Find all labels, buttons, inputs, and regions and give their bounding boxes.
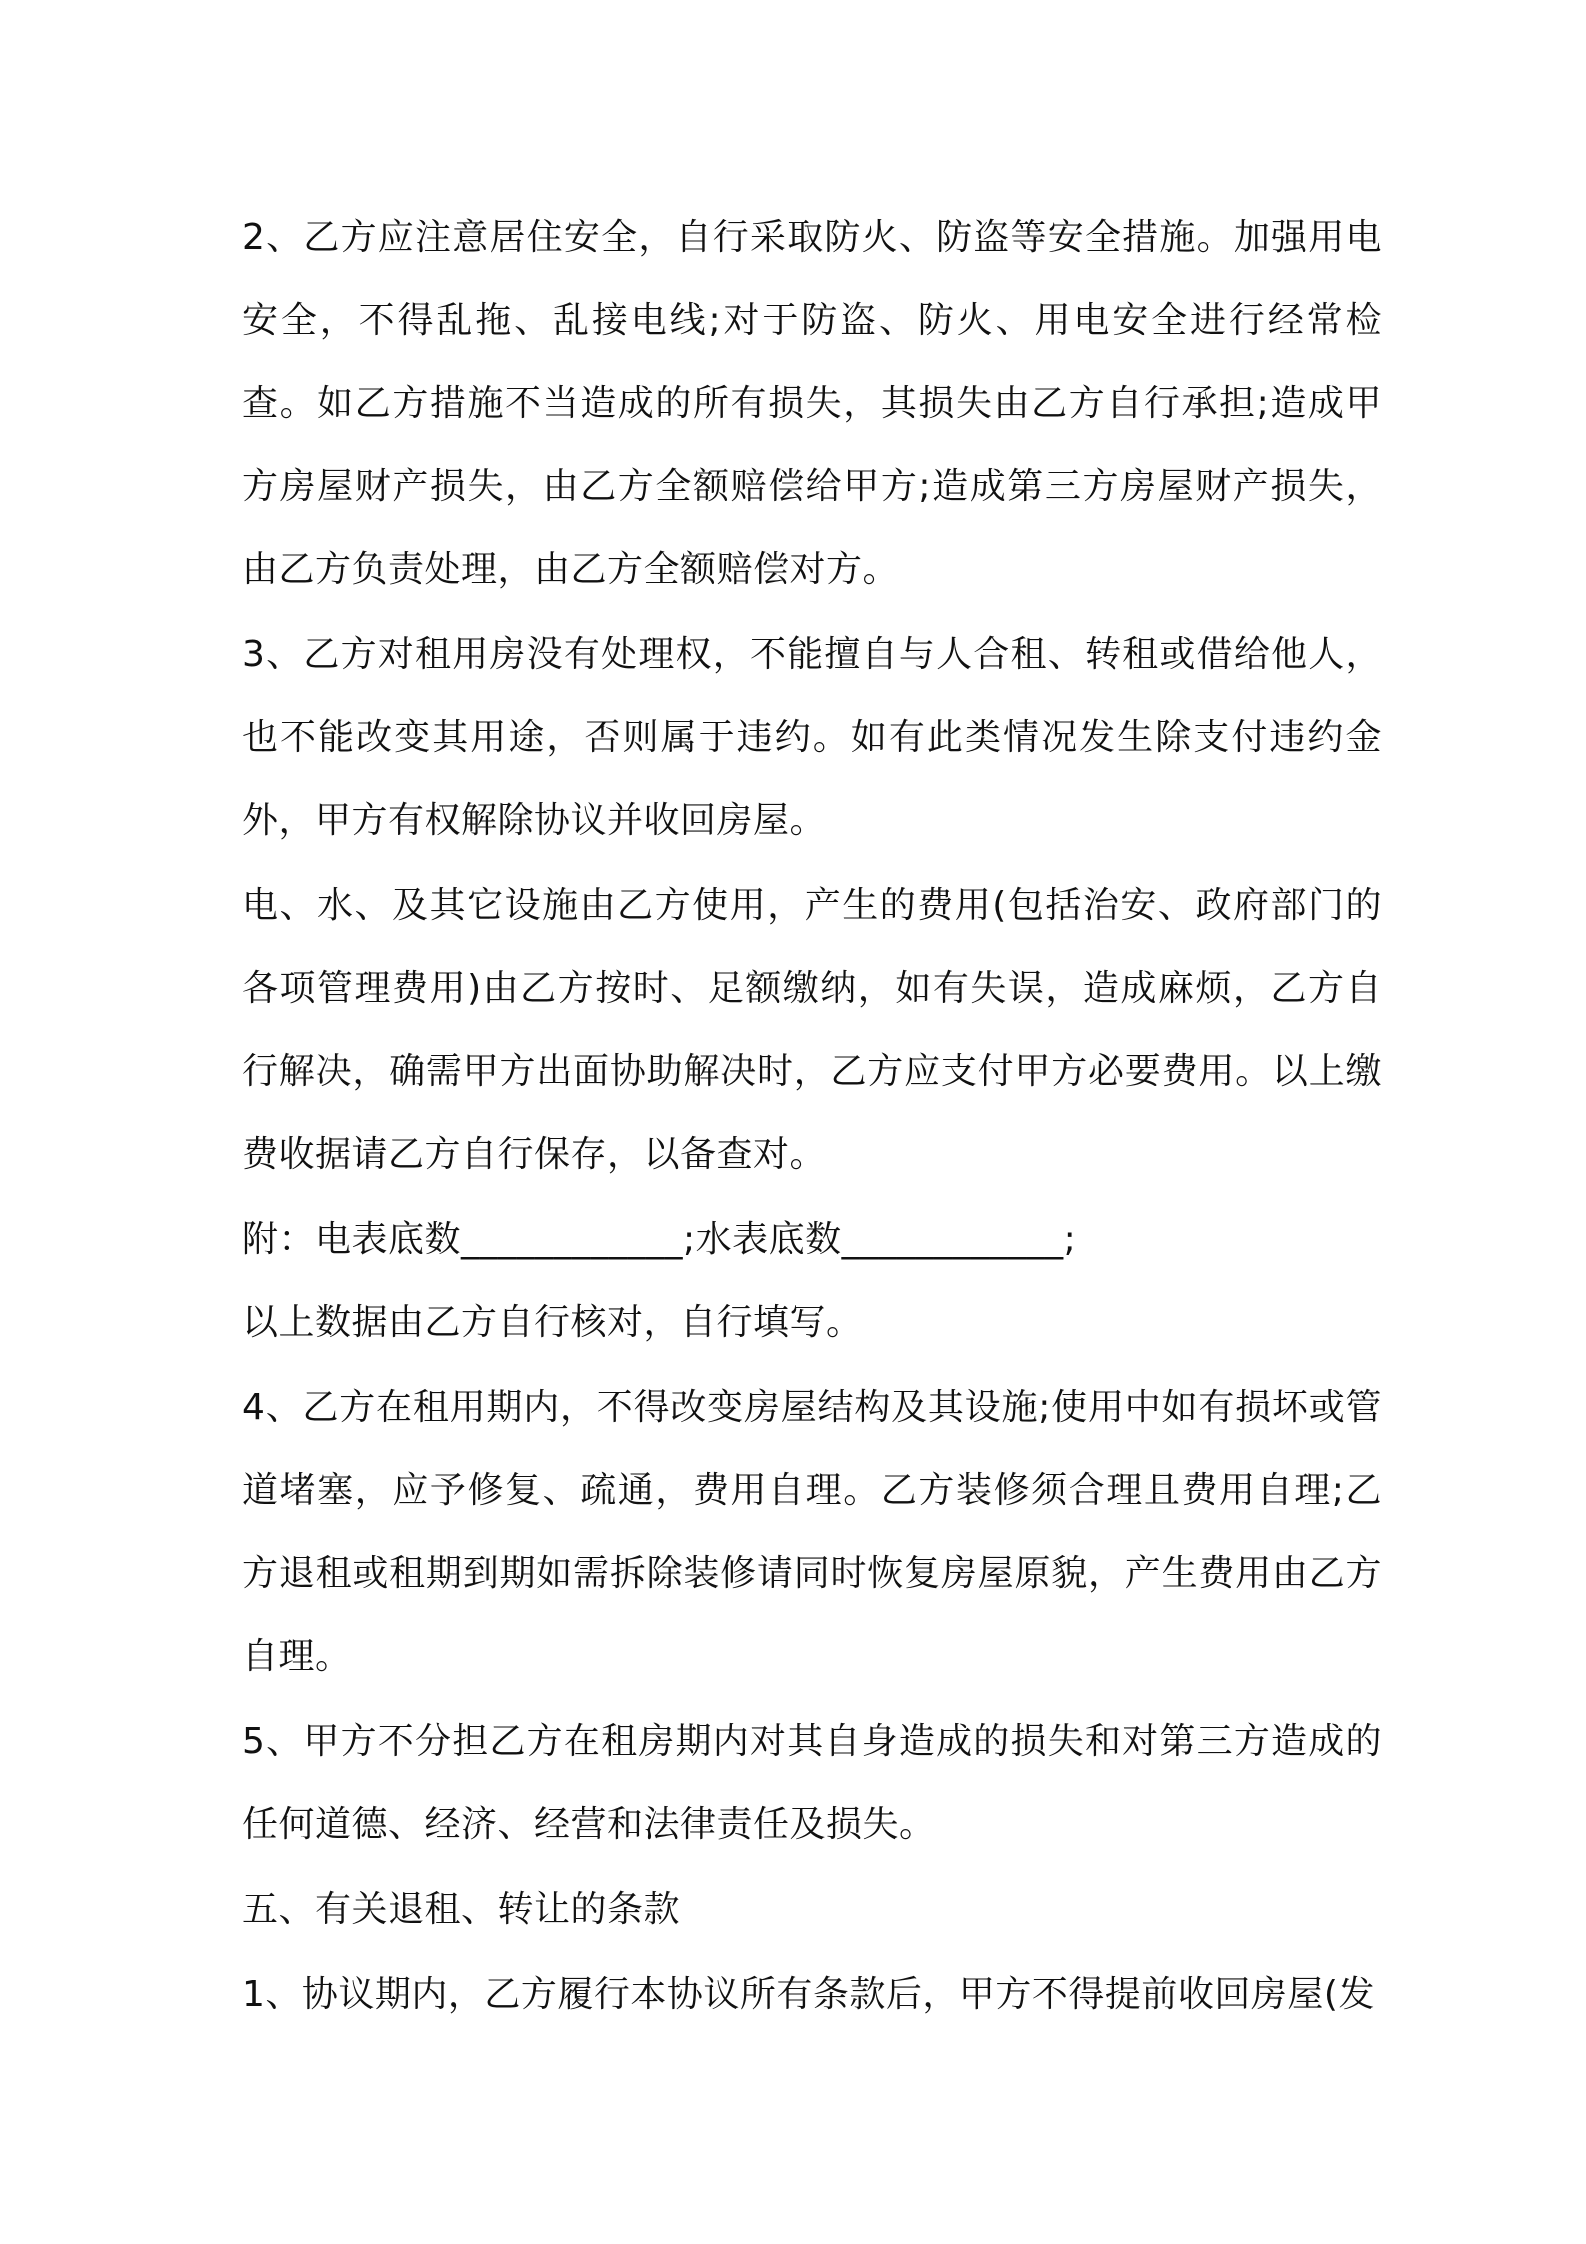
- document-body: [242, 196, 1382, 2038]
- clause-2-safety: 2、乙方应注意居住安全，自行采取防火、防盗等安全措施。加强用电安全，不得乱拖、乱接电线;对于防盗、防火、用电安全进行经常检查。如乙方措施不当造成的所有损失，其损失由乙方自行承担;造成甲方房屋财产损失，由乙方全额赔偿给甲方;造成第三方房屋财产损失，由乙方负责处理，由乙方全额赔偿对方。: [242, 217, 1382, 590]
- clause-4-structure: 4、乙方在租用期内，不得改变房屋结构及其设施;使用中如有损坏或管道堵塞，应予修复、疏通，费用自理。乙方装修须合理且费用自理;乙方退租或租期到期如需拆除装修请同时恢复房屋原貌，产生费用由乙方自理。: [242, 1387, 1382, 1677]
- meter-readings-note: 以上数据由乙方自行核对，自行填写。: [242, 1302, 863, 1343]
- clause-5-liability: 5、甲方不分担乙方在租房期内对其自身造成的损失和对第三方造成的任何道德、经济、经营和法律责任及损失。: [242, 1721, 1382, 1845]
- clause-3-disposal-rights: 3、乙方对租用房没有处理权，不能擅自与人合租、转租或借给他人，也不能改变其用途，否则属于违约。如有此类情况发生除支付违约金外，甲方有权解除协议并收回房屋。: [242, 634, 1382, 841]
- utilities-fees-paragraph: 电、水、及其它设施由乙方使用，产生的费用(包括治安、政府部门的各项管理费用)由乙方按时、足额缴纳，如有失误，造成麻烦，乙方自行解决，确需甲方出面协助解决时，乙方应支付甲方必要费用。以上缴费收据请乙方自行保存，以备查对。: [242, 885, 1382, 1175]
- section-5-clause-1: 1、协议期内，乙方履行本协议所有条款后，甲方不得提前收回房屋(发: [242, 1974, 1375, 2015]
- meter-readings-line: 附：电表底数____________;水表底数____________;: [242, 1219, 1077, 1260]
- section-5-heading: 五、有关退租、转让的条款: [242, 1889, 681, 1930]
